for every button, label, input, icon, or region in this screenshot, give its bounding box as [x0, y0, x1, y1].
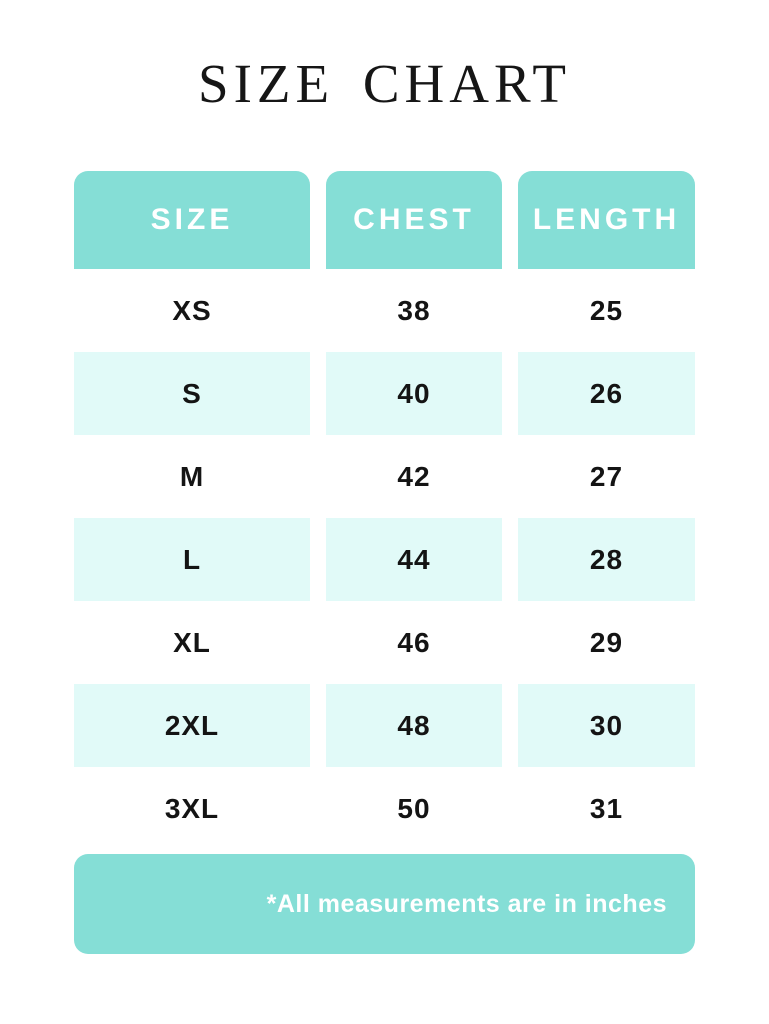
size-cell: XS	[74, 269, 310, 352]
table-row	[74, 518, 695, 601]
length-cell: 31	[518, 767, 695, 850]
chest-cell: 48	[326, 684, 502, 767]
size-cell: 3XL	[74, 767, 310, 850]
size-cell: 2XL	[74, 684, 310, 767]
length-cell: 29	[518, 601, 695, 684]
table-row	[74, 269, 695, 352]
length-cell: 27	[518, 435, 695, 518]
table-header-row	[74, 171, 695, 269]
table-row	[74, 767, 695, 850]
table-row	[74, 601, 695, 684]
size-cell: XL	[74, 601, 310, 684]
chest-cell: 50	[326, 767, 502, 850]
column-header-chest: CHEST	[326, 171, 502, 269]
length-cell: 30	[518, 684, 695, 767]
size-table	[74, 171, 695, 850]
chest-cell: 44	[326, 518, 502, 601]
table-body	[74, 269, 695, 850]
chest-cell: 46	[326, 601, 502, 684]
table-row	[74, 435, 695, 518]
size-cell: L	[74, 518, 310, 601]
length-cell: 26	[518, 352, 695, 435]
chest-cell: 40	[326, 352, 502, 435]
footer-note: *All measurements are in inches	[266, 889, 667, 918]
chest-cell: 42	[326, 435, 502, 518]
length-cell: 25	[518, 269, 695, 352]
size-cell: S	[74, 352, 310, 435]
page-title: SIZE CHART	[198, 53, 571, 114]
table-row	[74, 352, 695, 435]
footer-note-bar	[74, 854, 695, 954]
column-header-length: LENGTH	[518, 171, 695, 269]
column-header-size: SIZE	[74, 171, 310, 269]
table-row	[74, 684, 695, 767]
size-cell: M	[74, 435, 310, 518]
chest-cell: 38	[326, 269, 502, 352]
length-cell: 28	[518, 518, 695, 601]
